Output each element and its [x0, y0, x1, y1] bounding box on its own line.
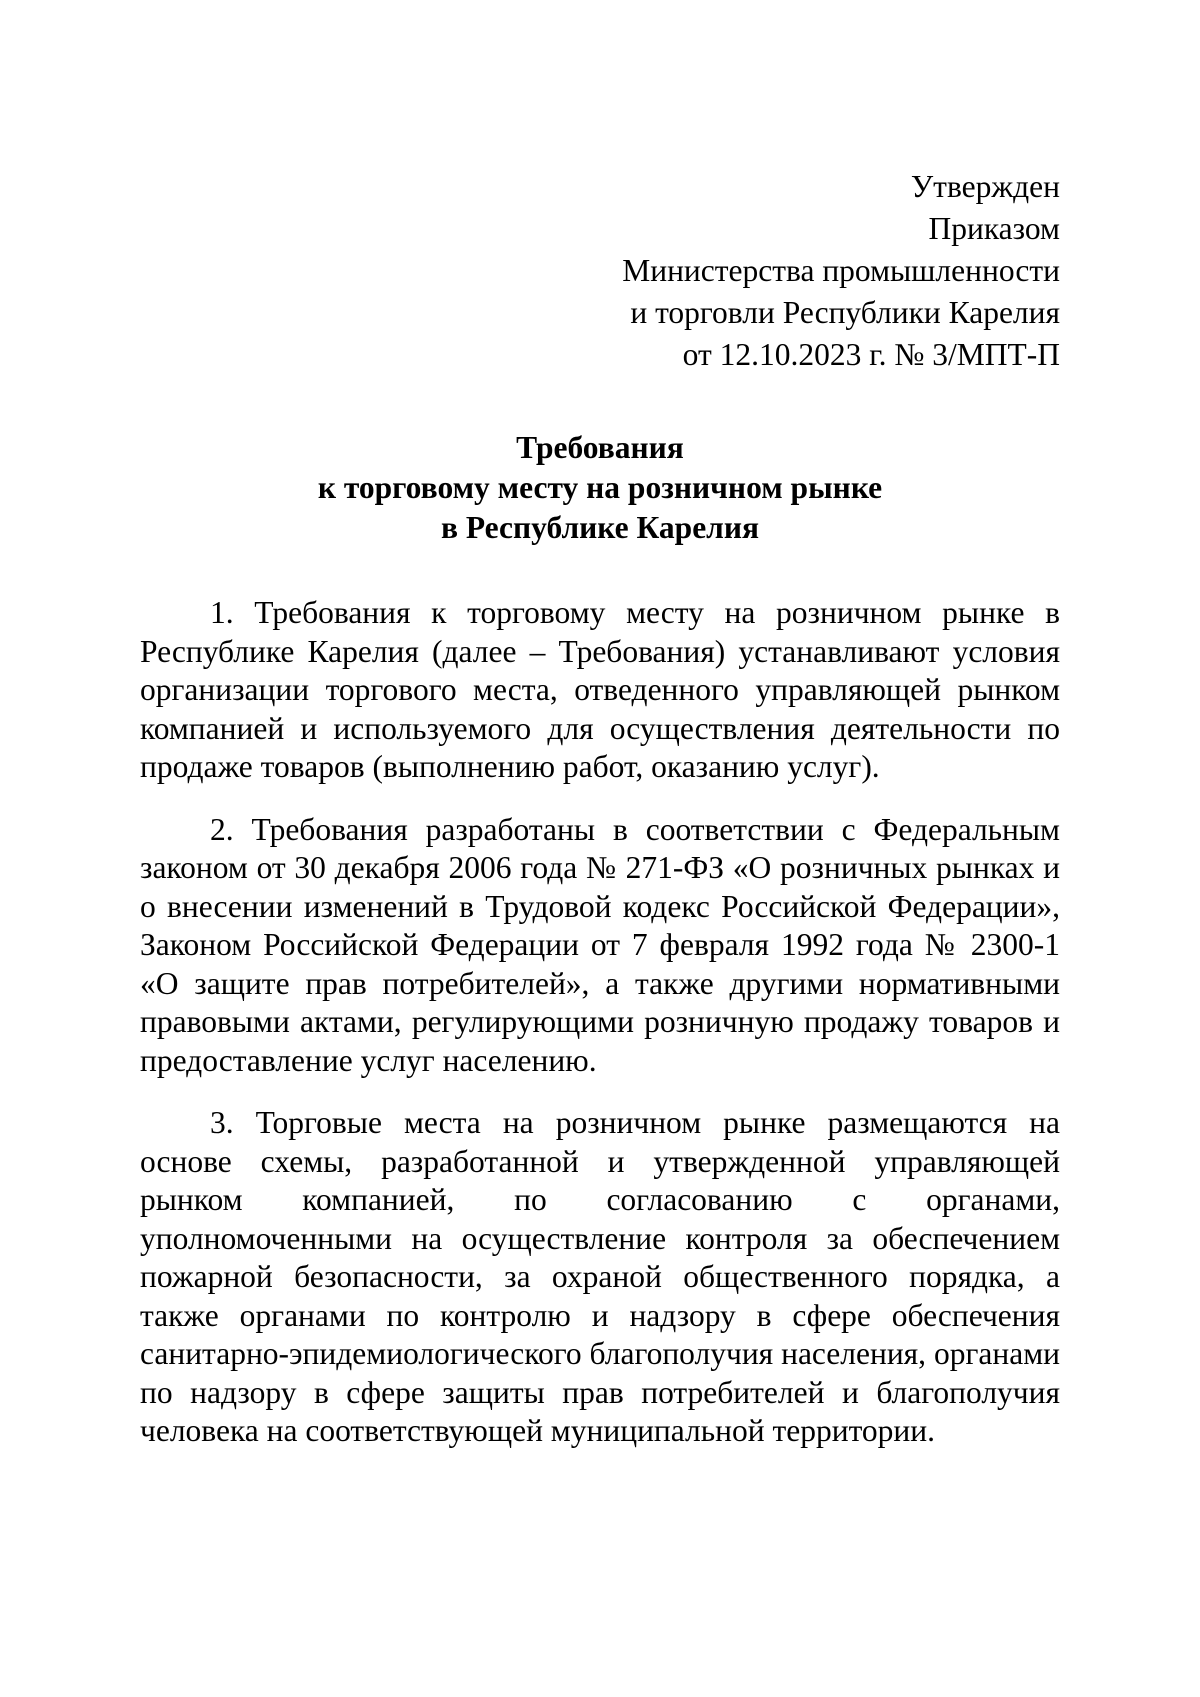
paragraph-3: 3. Торговые места на розничном рынке размещаются на основе схемы, разработанной и утвержденной управляющей рынком компанией, по согласованию с органами, уполномоченными на осуществление контроля за обеспечением пожарной безопасности, за охраной общественного порядка, а также органами по контролю и надзору в сфере обеспечения санитарно-эпидемиологического благополучия населения, органами по надзору в сфере защиты прав потребителей и благополучия человека на соответствующей муниципальной территории. — [140, 1105, 1060, 1448]
approval-line-order: Приказом — [928, 211, 1060, 246]
approval-line-approved: Утвержден — [910, 169, 1060, 204]
title-line-1: Требования — [516, 430, 684, 465]
paragraph-2: 2. Требования разработаны в соответствии с Федеральным законом от 30 декабря 2006 года № 271-ФЗ «О розничных рынках и о внесении изменений в Трудовой кодекс Российской Федерации», Законом Российской Федерации от 7 февраля 1992 года № 2300-1 «О защите прав потребителей», а также другими нормативными правовыми актами, регулирующими розничную продажу товаров и предоставление услуг населению. — [140, 811, 1060, 1078]
title-line-3: в Республике Карелия — [440, 510, 760, 545]
approval-stamp-block — [360, 166, 1060, 376]
approval-line-ministry-cont: и торговли Республики Карелия — [630, 295, 1060, 330]
document-title — [140, 428, 1060, 548]
document-body — [140, 594, 1060, 1475]
paragraph-1: 1. Требования к торговому месту на розничном рынке в Республике Карелия (далее – Требования) устанавливают условия организации торгового места, отведенного управляющей рынком компанией и используемого для осуществления деятельности по продаже товаров (выполнению работ, оказанию услуг). — [140, 595, 1060, 784]
approval-line-ministry: Министерства промышленности — [622, 253, 1060, 288]
title-line-2: к торговому месту на розничном рынке — [317, 470, 883, 505]
approval-line-date-number: от 12.10.2023 г. № 3/МПТ-П — [682, 337, 1060, 372]
